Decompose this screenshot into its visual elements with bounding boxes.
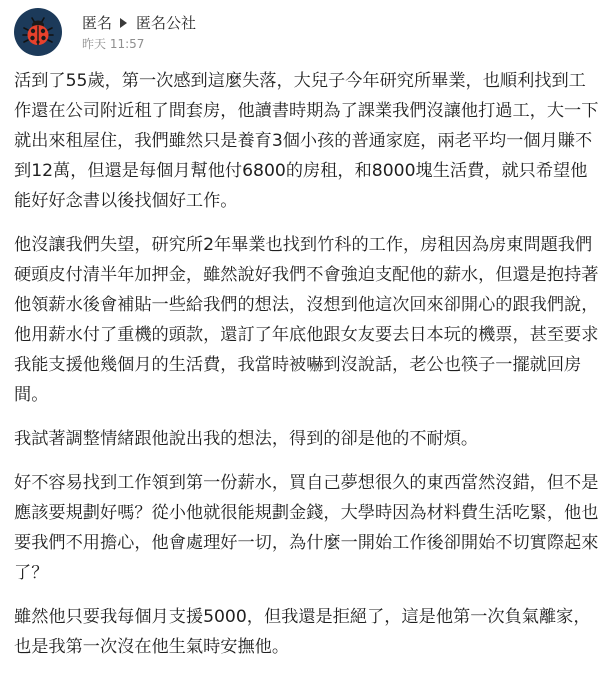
post-header — [14, 8, 196, 56]
ladybug-icon — [21, 15, 55, 49]
paragraph-3: 我試著調整情緒跟他說出我的想法，得到的卻是他的不耐煩。 — [14, 429, 479, 449]
paragraph-5: 雖然他只要我每個月支援5000，但我還是拒絕了，這是他第一次負氣離家，也是我第一次沒在他生氣時安撫他。 — [14, 607, 591, 657]
paragraph-4: 好不容易找到工作領到第一份薪水，買自己夢想很久的東西當然沒錯，但不是應該要規劃好嗎？從小他就很能規劃金錢，大學時因為材料費生活吃緊，他也要我們不用擔心，他會處理好一切，為什麼一開始工作後卻開始不切實際起來了？ — [14, 473, 599, 583]
breadcrumb — [82, 13, 196, 33]
avatar[interactable] — [14, 8, 62, 56]
paragraph-2: 他沒讓我們失望，研究所2年畢業也找到竹科的工作，房租因為房東問題我們硬頭皮付清半年加押金，雖然說好我們不會強迫支配他的薪水，但還是抱持著他領薪水後會補貼一些給我們的想法，沒想到他這次回來卻開心的跟我們說，他用薪水付了重機的頭款，還訂了年底他跟女友要去日本玩的機票，甚至要求我能支援他幾個月的生活費，我當時被嚇到沒說話，老公也筷子一擺就回房間。 — [14, 235, 599, 405]
post-meta — [82, 13, 196, 51]
post-body — [14, 66, 599, 676]
paragraph-1: 活到了55歲，第一次感到這麼失落，大兒子今年研究所畢業，也順利找到工作還在公司附近租了間套房，他讀書時期為了課業我們沒讓他打過工，大一下就出來租屋住，我們雖然只是養育3個小孩的普通家庭，兩老平均一個月賺不到12萬，但還是每個月幫他付6800的房租，和8000塊生活費，就只希望他能好好念書以後找個好工作。 — [14, 71, 599, 211]
caret-right-icon — [120, 18, 127, 28]
author-name[interactable]: 匿名 — [82, 14, 113, 32]
board-name[interactable]: 匿名公社 — [136, 14, 197, 32]
post-timestamp: 昨天 11:57 — [82, 37, 145, 51]
